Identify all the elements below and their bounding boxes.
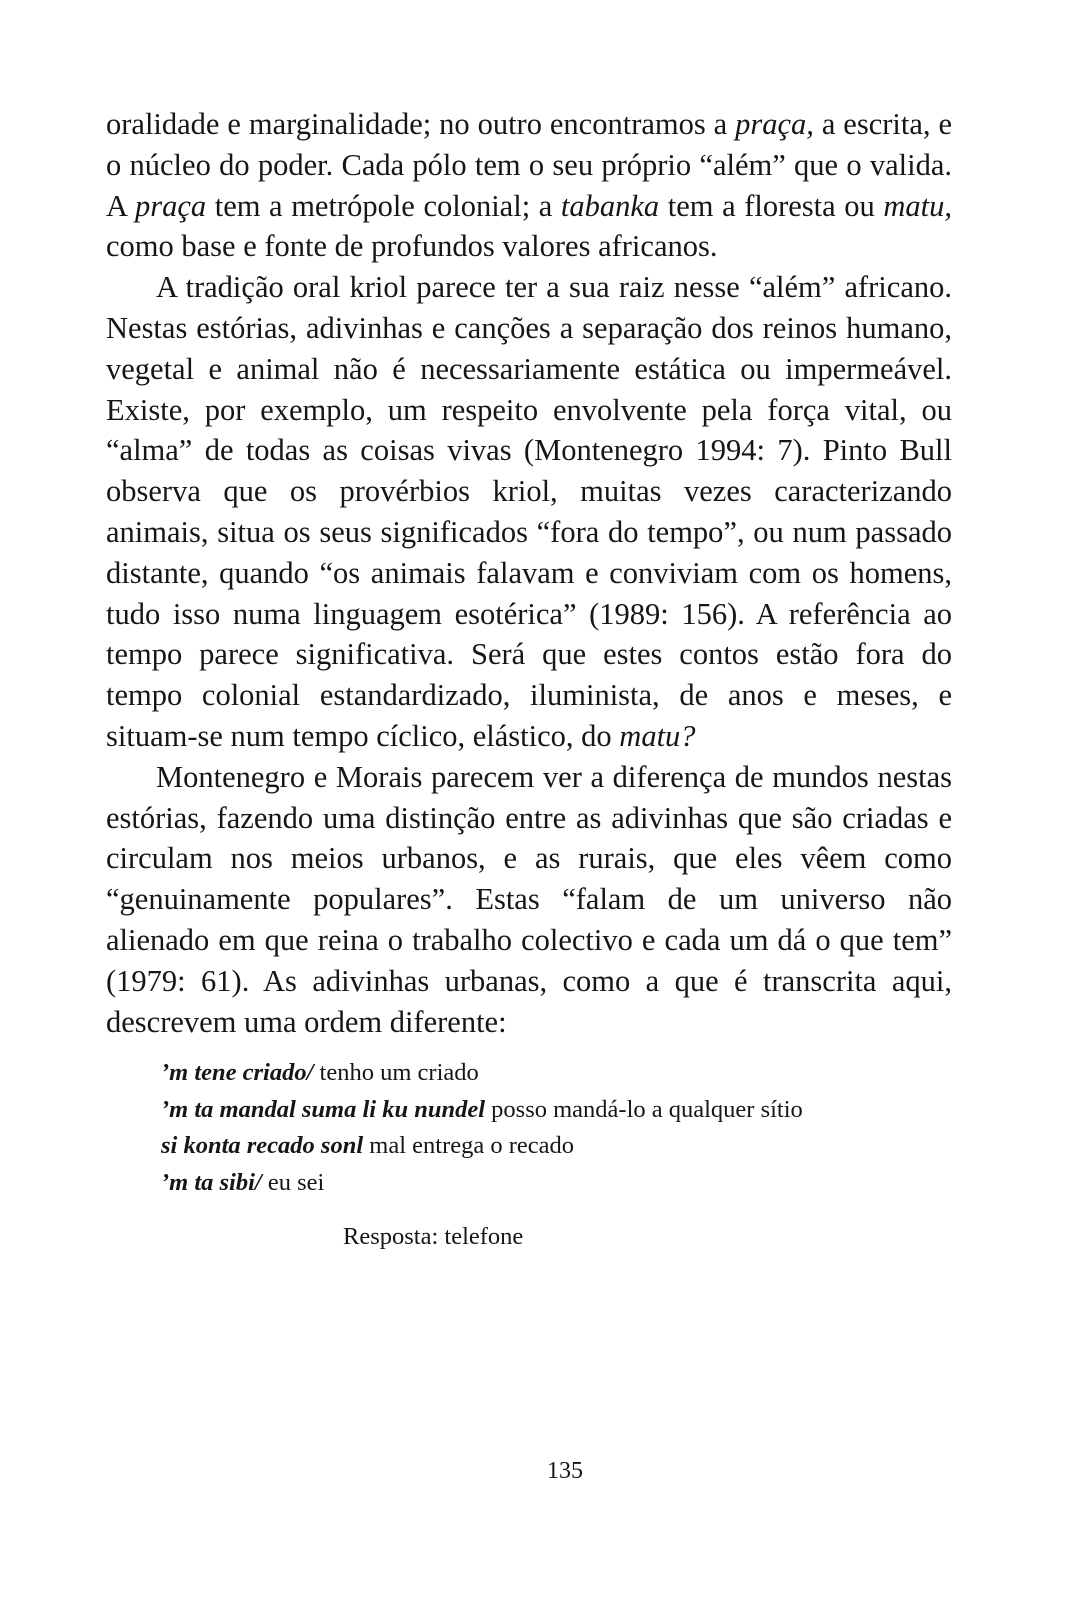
portuguese-text: posso mandá-lo a qualquer sítio: [491, 1095, 803, 1123]
verse-line: [161, 1165, 952, 1202]
paragraph: [106, 267, 952, 757]
portuguese-text: eu sei: [267, 1168, 325, 1196]
kriol-text: ’m ta mandal suma li ku nundel: [161, 1095, 486, 1123]
answer-label: Resposta:: [343, 1223, 439, 1251]
italic-term: tabanka: [560, 188, 660, 223]
italic-term: praça: [134, 188, 207, 223]
body-text: [106, 104, 952, 1042]
verse-line: [161, 1128, 952, 1165]
text-segment: tem a floresta ou: [659, 188, 884, 223]
verse-line: [161, 1055, 952, 1092]
portuguese-text: mal entrega o recado: [369, 1132, 575, 1160]
page-number: 135: [547, 1458, 583, 1484]
verse-line: [161, 1092, 952, 1129]
kriol-text: ’m tene criado/: [161, 1059, 314, 1087]
portuguese-text: tenho um criado: [319, 1059, 479, 1087]
kriol-text: si konta recado sonl: [161, 1132, 364, 1160]
paragraph: [106, 757, 952, 1043]
text-segment: oralidade e marginalidade; no outro encontramos a: [106, 107, 736, 141]
italic-term: praça,: [735, 107, 814, 141]
text-segment: como base e fonte de profundos valores africanos.: [106, 229, 718, 264]
text-segment: tem a metrópole colonial; a: [206, 188, 561, 223]
italic-term: matu?: [619, 718, 696, 753]
paragraph: [106, 104, 952, 267]
answer-value: telefone: [444, 1223, 524, 1251]
page-content: [106, 104, 952, 1255]
text-segment: A tradição oral kriol parece ter a sua raiz nesse “além” africano. Nestas estórias, adivinhas e canções a separação dos reinos humano, vegetal e animal não é necessariamente estática ou impermeável. Existe, por exemplo, um respeito envolvente pela força vital, ou “alma” de todas as coisas vivas (Montenegro 1994: 7). Pinto Bull observa que os provérbios kriol, muitas vezes caracterizando animais, situa os seus significados “fora do tempo”, ou num passado distante, quando “os animais falavam e conviviam com os homens, tudo isso numa linguagem esotérica” (1989: 156). A referência ao tempo parece significativa. Será que estes contos estão fora do tempo colonial estandardizado, iluminista, de anos e meses, e situam-se num tempo cíclico, elástico, do: [106, 270, 952, 753]
text-segment: a escrita, e o núcleo do poder. Cada pólo tem o seu próprio “além” que o valida. A: [106, 107, 952, 223]
text-segment: Montenegro e Morais parecem ver a diferença de mundos nestas estórias, fazendo uma distinção entre as adivinhas que são criadas e circulam nos meios urbanos, e as rurais, que eles vêem como “genuinamente populares”. Estas “falam de um universo não alienado em que reina o trabalho colectivo e cada um dá o que tem” (1979: 61). As adivinhas urbanas, como a que é transcrita aqui, descrevem uma ordem diferente:: [106, 759, 952, 1039]
kriol-text: ’m ta sibi/: [161, 1168, 262, 1196]
riddle-answer: [106, 1219, 952, 1255]
riddle-verse: [106, 1055, 952, 1201]
italic-term: matu,: [883, 188, 953, 223]
